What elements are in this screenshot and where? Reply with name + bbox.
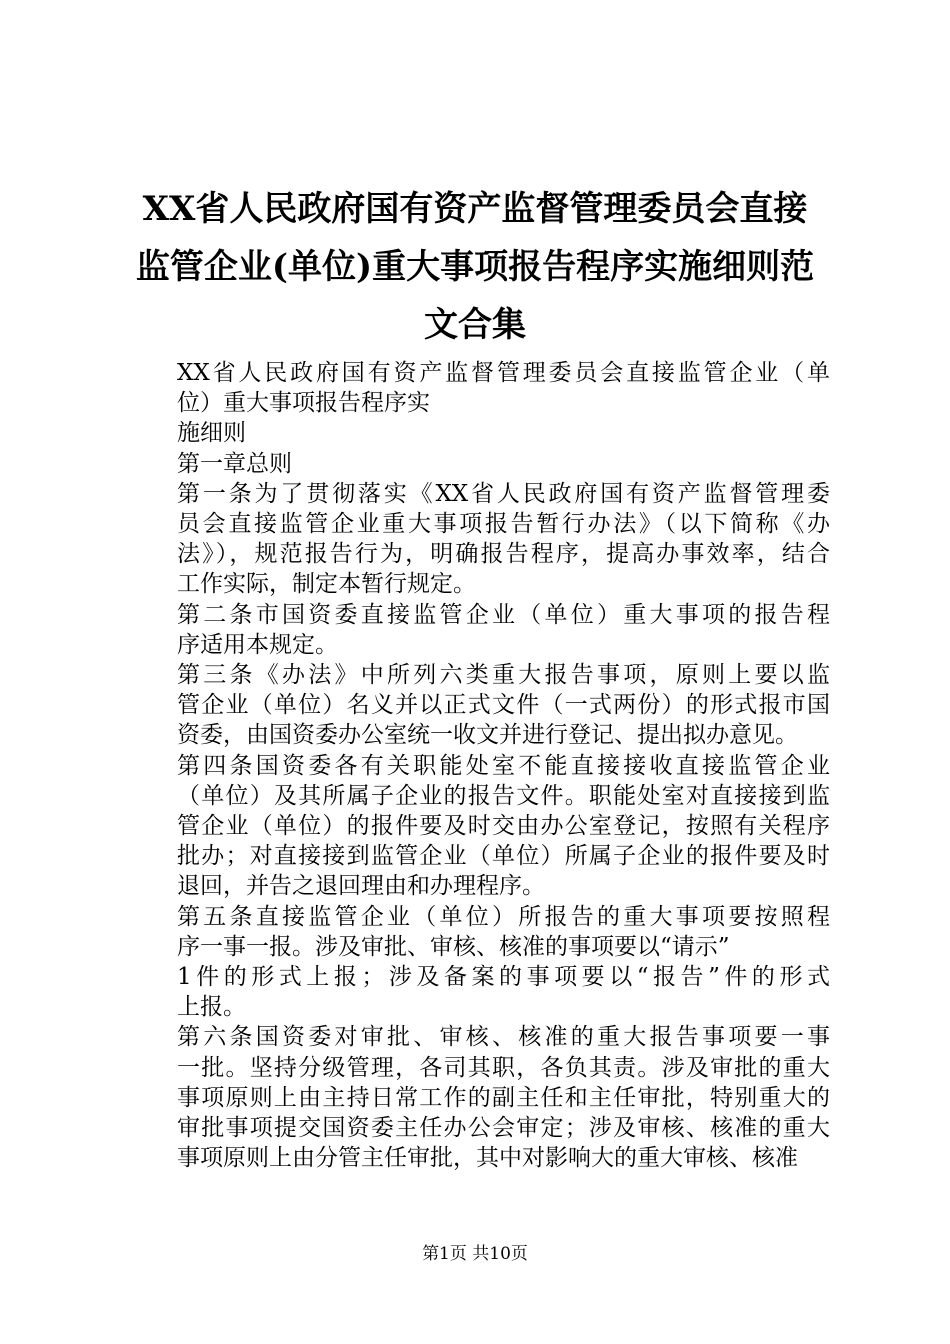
paragraph-line: XX省人民政府国有资产监督管理委员会直接监管企业（单 (177, 360, 830, 386)
paragraph-line: 工作实际，制定本暂行规定。 (177, 571, 476, 598)
paragraph-line: 员会直接监管企业重大事项报告暂行办法》（以下简称《办 (177, 511, 830, 538)
title-line: 文合集 (424, 305, 526, 345)
paragraph-line: 事项原则上由主持日常工作的副主任和主任审批，特别重大的 (177, 1084, 830, 1111)
paragraph (130, 479, 830, 600)
paragraph-line: 第一条为了贯彻落实《XX省人民政府国有资产监督管理委 (177, 480, 830, 507)
paragraph (130, 962, 830, 1022)
paragraph-line: 施细则 (177, 420, 246, 447)
paragraph-line: 1件的形式上报；涉及备案的事项要以“报告”件的形式 (177, 964, 830, 991)
page-number: 第1页 共10页 (422, 1244, 528, 1264)
paragraph-line: 第二条市国资委直接监管企业（单位）重大事项的报告程 (177, 601, 830, 628)
document-body (130, 358, 830, 1173)
paragraph-line: 序适用本规定。 (177, 631, 338, 658)
paragraph-line: 法》），规范报告行为，明确报告程序，提高办事效率，结合 (177, 541, 830, 568)
paragraph-line: 管企业（单位）名义并以正式文件（一式两份）的形式报市国 (177, 692, 830, 719)
title-line: XX省人民政府国有资产监督管理委员会直接 (142, 189, 808, 229)
paragraph (130, 902, 830, 962)
paragraph-line: 退回，并告之退回理由和办理程序。 (177, 873, 545, 900)
page-footer (0, 1243, 950, 1265)
paragraph-line: 审批事项提交国资委主任办公会审定；涉及审核、核准的重大 (177, 1115, 830, 1142)
paragraph-line: 批办；对直接接到监管企业（单位）所属子企业的报件要及时 (177, 843, 830, 870)
paragraph (130, 600, 830, 660)
paragraph-line: 事项原则上由分管主任审批，其中对影响大的重大审核、核准 (177, 1145, 798, 1172)
paragraph (130, 449, 830, 479)
paragraph-line: 第五条直接监管企业（单位）所报告的重大事项要按照程 (177, 903, 830, 930)
paragraph-line: 第四条国资委各有关职能处室不能直接接收直接监管企业 (177, 752, 830, 779)
paragraph (130, 358, 830, 418)
paragraph-line: 第六条国资委对审批、审核、核准的重大报告事项要一事 (177, 1024, 830, 1051)
paragraph-line: 上报。 (177, 994, 246, 1021)
title-line: 监管企业(单位)重大事项报告程序实施细则范 (135, 247, 815, 287)
paragraph-line: 第三条《办法》中所列六类重大报告事项，原则上要以监 (177, 662, 830, 689)
paragraph-line: 一批。坚持分级管理，各司其职，各负其责。涉及审批的重大 (177, 1054, 830, 1081)
paragraph (130, 418, 830, 448)
paragraph-line: 管企业（单位）的报件要及时交由办公室登记，按照有关程序 (177, 813, 830, 840)
document-title (120, 180, 830, 354)
paragraph (130, 1022, 830, 1173)
paragraph-line: 位）重大事项报告程序实 (177, 390, 430, 417)
paragraph (130, 751, 830, 902)
paragraph-line: 第一章总则 (177, 450, 292, 477)
paragraph-line: （单位）及其所属子企业的报告文件。职能处室对直接接到监 (177, 782, 830, 809)
paragraph (130, 660, 830, 751)
paragraph-line: 资委，由国资委办公室统一收文并进行登记、提出拟办意见。 (177, 722, 798, 749)
paragraph-line: 序一事一报。涉及审批、审核、核准的事项要以“请示” (177, 933, 730, 960)
